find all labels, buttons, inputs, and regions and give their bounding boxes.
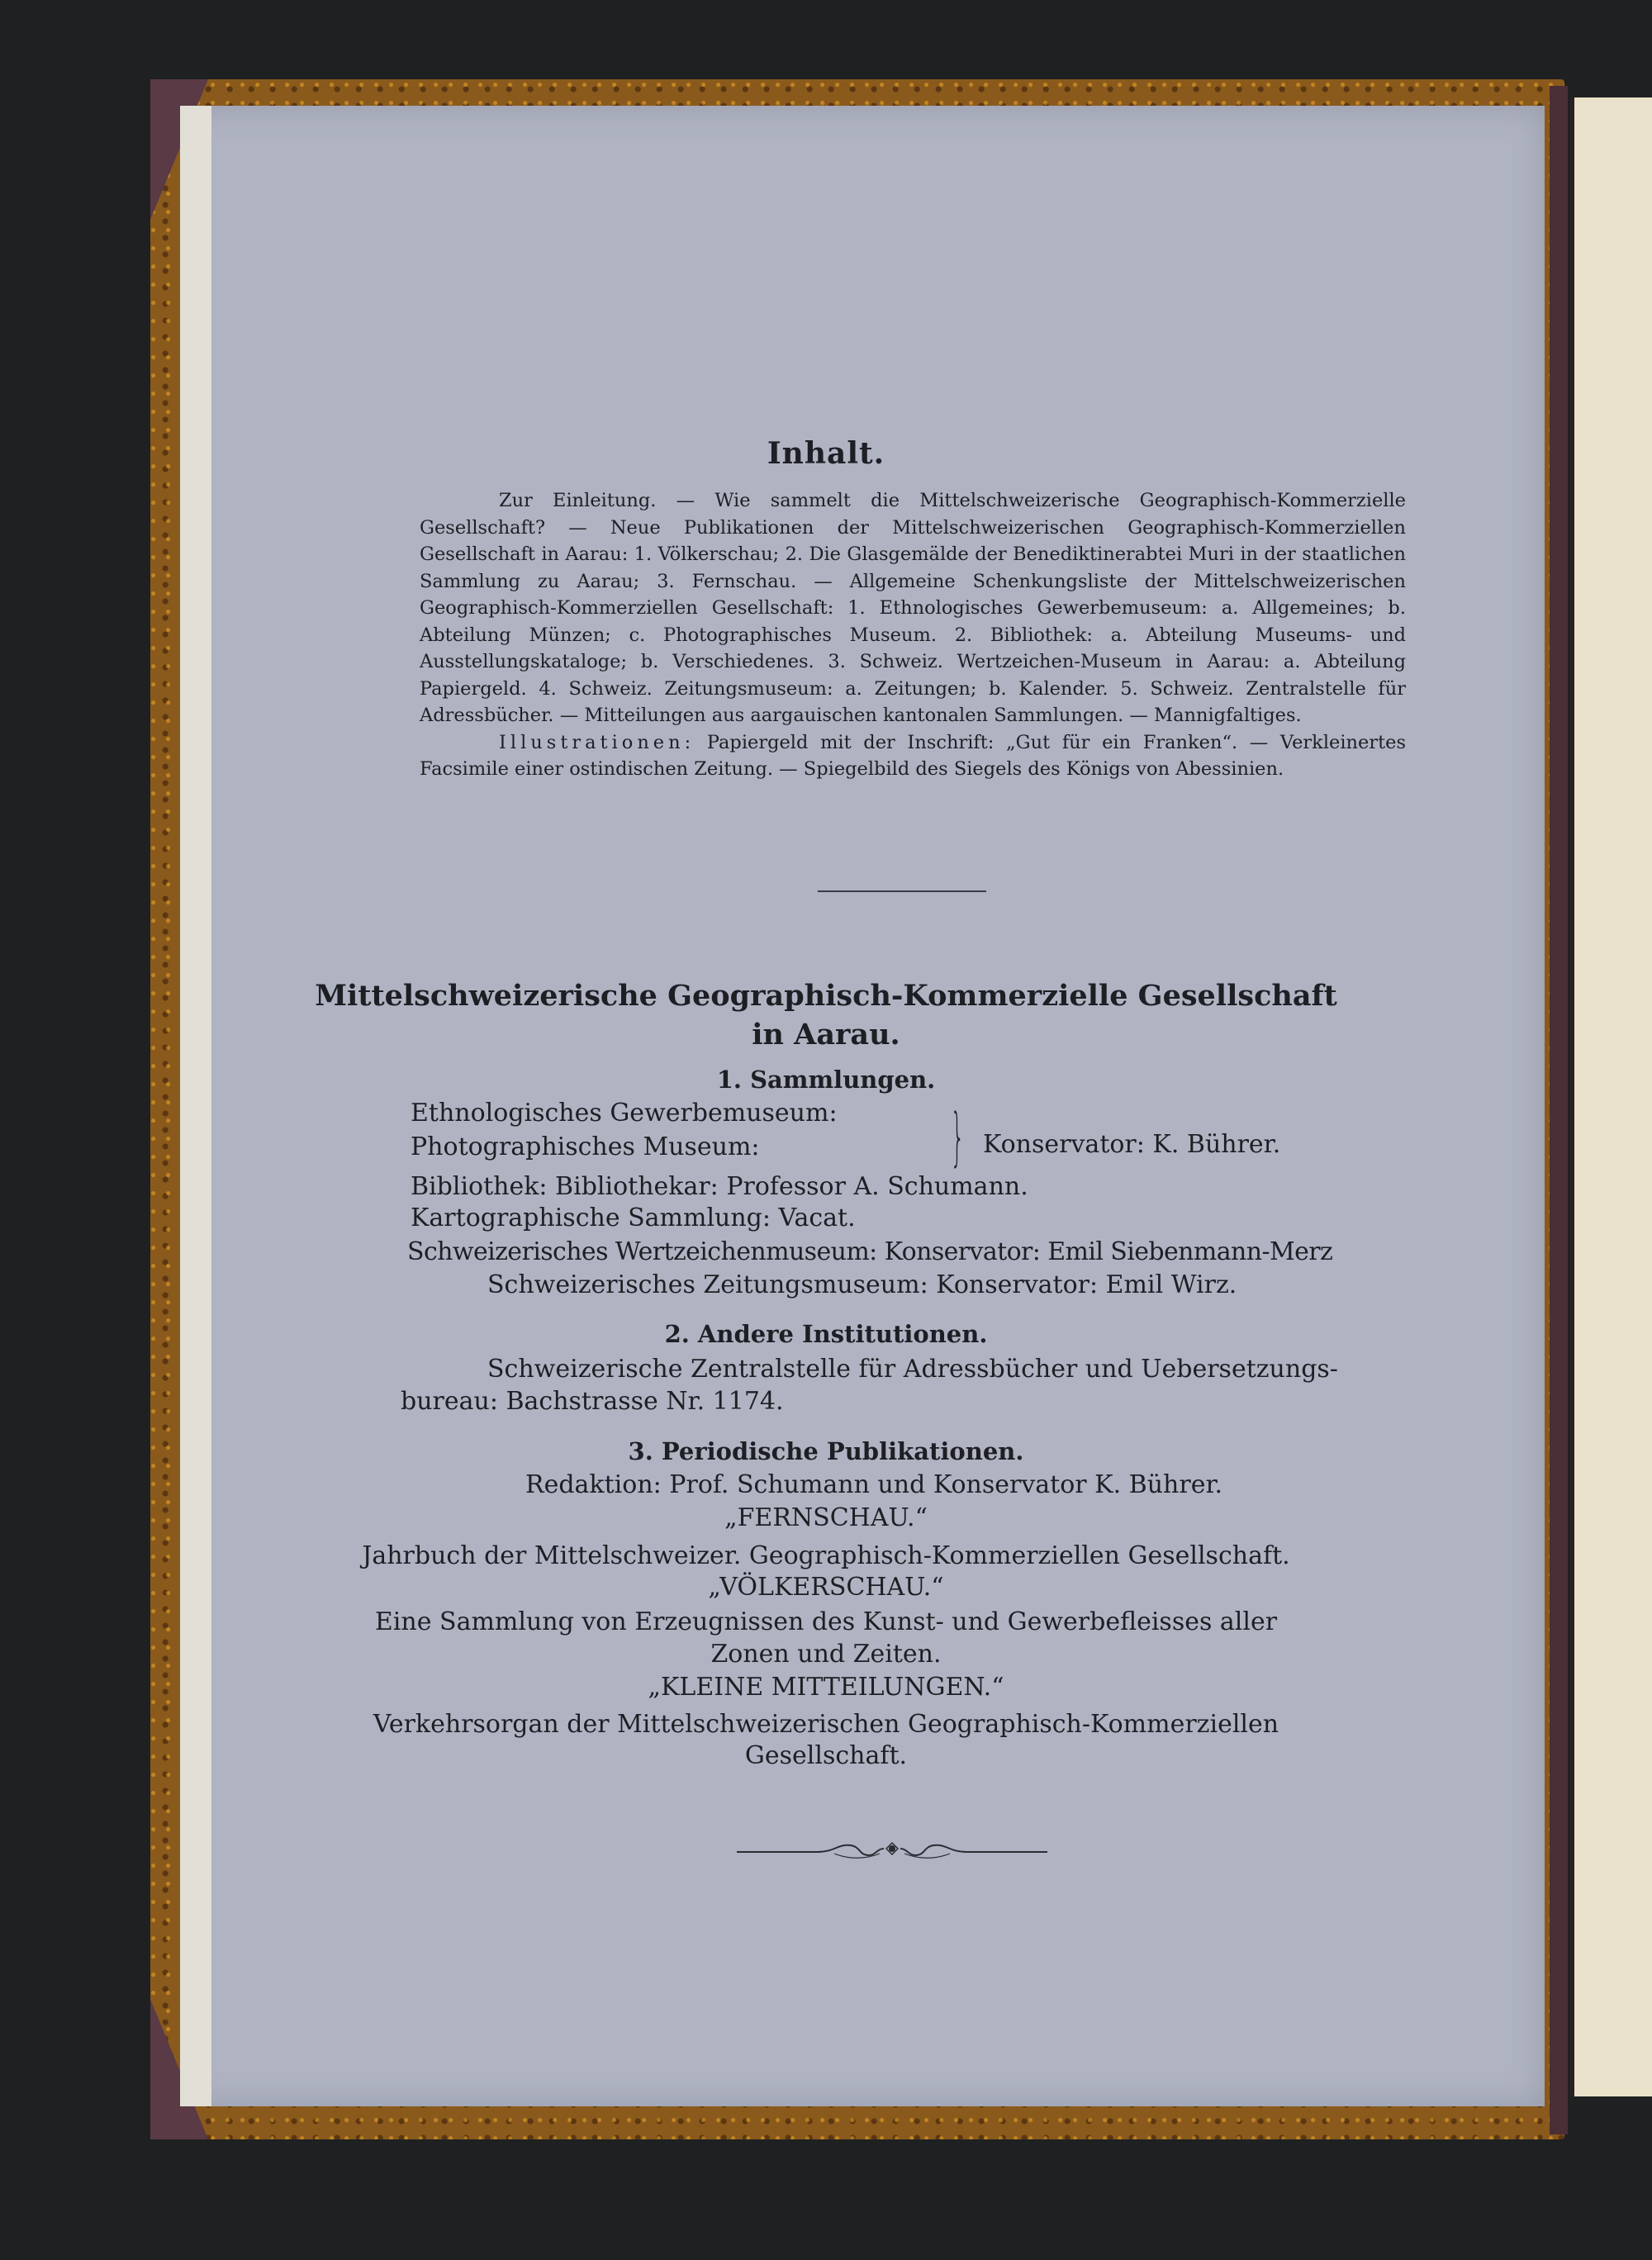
toc-illustrations — [420, 729, 1406, 783]
zeitungsmuseum-line: Schweizerisches Zeitungsmuseum: Konservator: Emil Wirz. — [487, 1270, 1237, 1299]
toc-paragraph: Zur Einleitung. — Wie sammelt die Mittelschweizerische Geographisch-Kommerzielle Gesellschaft? — Neue Publikationen der Mittelschweizerischen Geographisch-Kommerziellen Gesellschaft in Aarau: 1. Völkerschau; 2. Die Glasgemälde der Benediktinerabtei Muri in der staatlichen Sammlung zu Aarau; 3. Fernschau. — Allgemeine Schenkungsliste der Mittelschweizerischen Geographisch-Kommerziellen Gesellschaft: 1. Ethnologisches Gewerbemuseum: a. Allgemeines; b. Abteilung Münzen; c. Photographisches Museum. 2. Bibliothek: a. Abteilung Museums- und Ausstellungskataloge; b. Verschiedenes. 3. Schweiz. Wertzeichen-Museum in Aarau: a. Abteilung Papiergeld. 4. Schweiz. Zeitungsmuseum: a. Zeitungen; b. Kalender. 5. Schweiz. Zentralstelle für Adressbücher. — Mitteilungen aus aargauischen kantonalen Sammlungen. — Mannigfaltiges. — [420, 490, 1406, 726]
kleine-mitteilungen-description-1: Verkehrsorgan der Mittelschweizerischen Geographisch-Kommerziellen — [373, 1710, 1279, 1739]
voelkerschau-title: „VÖLKERSCHAU.“ — [708, 1573, 944, 1602]
ethnologisches-gewerbemuseum: Ethnologisches Gewerbemuseum: — [411, 1099, 838, 1128]
section-divider — [818, 890, 986, 892]
section-1-heading: 1. Sammlungen. — [716, 1066, 936, 1094]
section-2-heading: 2. Andere Institutionen. — [664, 1320, 988, 1348]
adjacent-page-edge — [1569, 97, 1652, 2096]
voelkerschau-description-1: Eine Sammlung von Erzeugnissen des Kunst- und Gewerbefleisses aller — [374, 1607, 1278, 1636]
bibliothek-line: Bibliothek: Bibliothekar: Professor A. Schumann. — [411, 1172, 1028, 1201]
society-title-line-2: in Aarau. — [752, 1018, 900, 1052]
wertzeichenmuseum-line: Schweizerisches Wertzeichenmuseum: Konservator: Emil Siebenmann-Merz — [407, 1237, 1333, 1266]
toc-body — [420, 487, 1406, 783]
toc-title: Inhalt. — [767, 436, 885, 471]
illustrations-text: Papiergeld mit der Inschrift: „Gut für ein Franken“. — Verkleinertes Facsimile einer ostindischen Zeitung. — Spiegelbild des Siegels des Königs von Abessinien. — [420, 731, 1406, 780]
book-spine-edge — [1550, 86, 1568, 2134]
zentralstelle-line-1: Schweizerische Zentralstelle für Adressbücher und Uebersetzungs- — [487, 1355, 1338, 1384]
section-3-heading: 3. Periodische Publikationen. — [628, 1437, 1024, 1465]
fernschau-title: „FERNSCHAU.“ — [724, 1503, 928, 1532]
redaktion-line: Redaktion: Prof. Schumann und Konservator K. Bührer. — [525, 1470, 1223, 1499]
voelkerschau-description-2: Zonen und Zeiten. — [710, 1640, 942, 1669]
society-title — [0, 976, 1652, 1054]
illustrations-label: Illustrationen: — [499, 731, 695, 753]
society-title-line-1: Mittelschweizerische Geographisch-Kommerzielle Gesellschaft — [315, 979, 1337, 1013]
photographisches-museum: Photographisches Museum: — [411, 1132, 760, 1161]
page-gutter-strip — [180, 106, 211, 2106]
ornament-divider — [735, 1834, 1049, 1867]
brace-glyph: } — [950, 1099, 965, 1173]
kleine-mitteilungen-title: „KLEINE MITTEILUNGEN.“ — [648, 1673, 1004, 1702]
zentralstelle-line-2: bureau: Bachstrasse Nr. 1174. — [401, 1387, 784, 1416]
kartographische-sammlung: Kartographische Sammlung: Vacat. — [411, 1204, 856, 1232]
fernschau-description: Jahrbuch der Mittelschweizer. Geographisch-Kommerziellen Gesellschaft. — [362, 1541, 1290, 1570]
konservator-buehrer: Konservator: K. Bührer. — [983, 1130, 1281, 1159]
endpaper-page — [180, 106, 1545, 2106]
kleine-mitteilungen-description-2: Gesellschaft. — [744, 1741, 908, 1770]
